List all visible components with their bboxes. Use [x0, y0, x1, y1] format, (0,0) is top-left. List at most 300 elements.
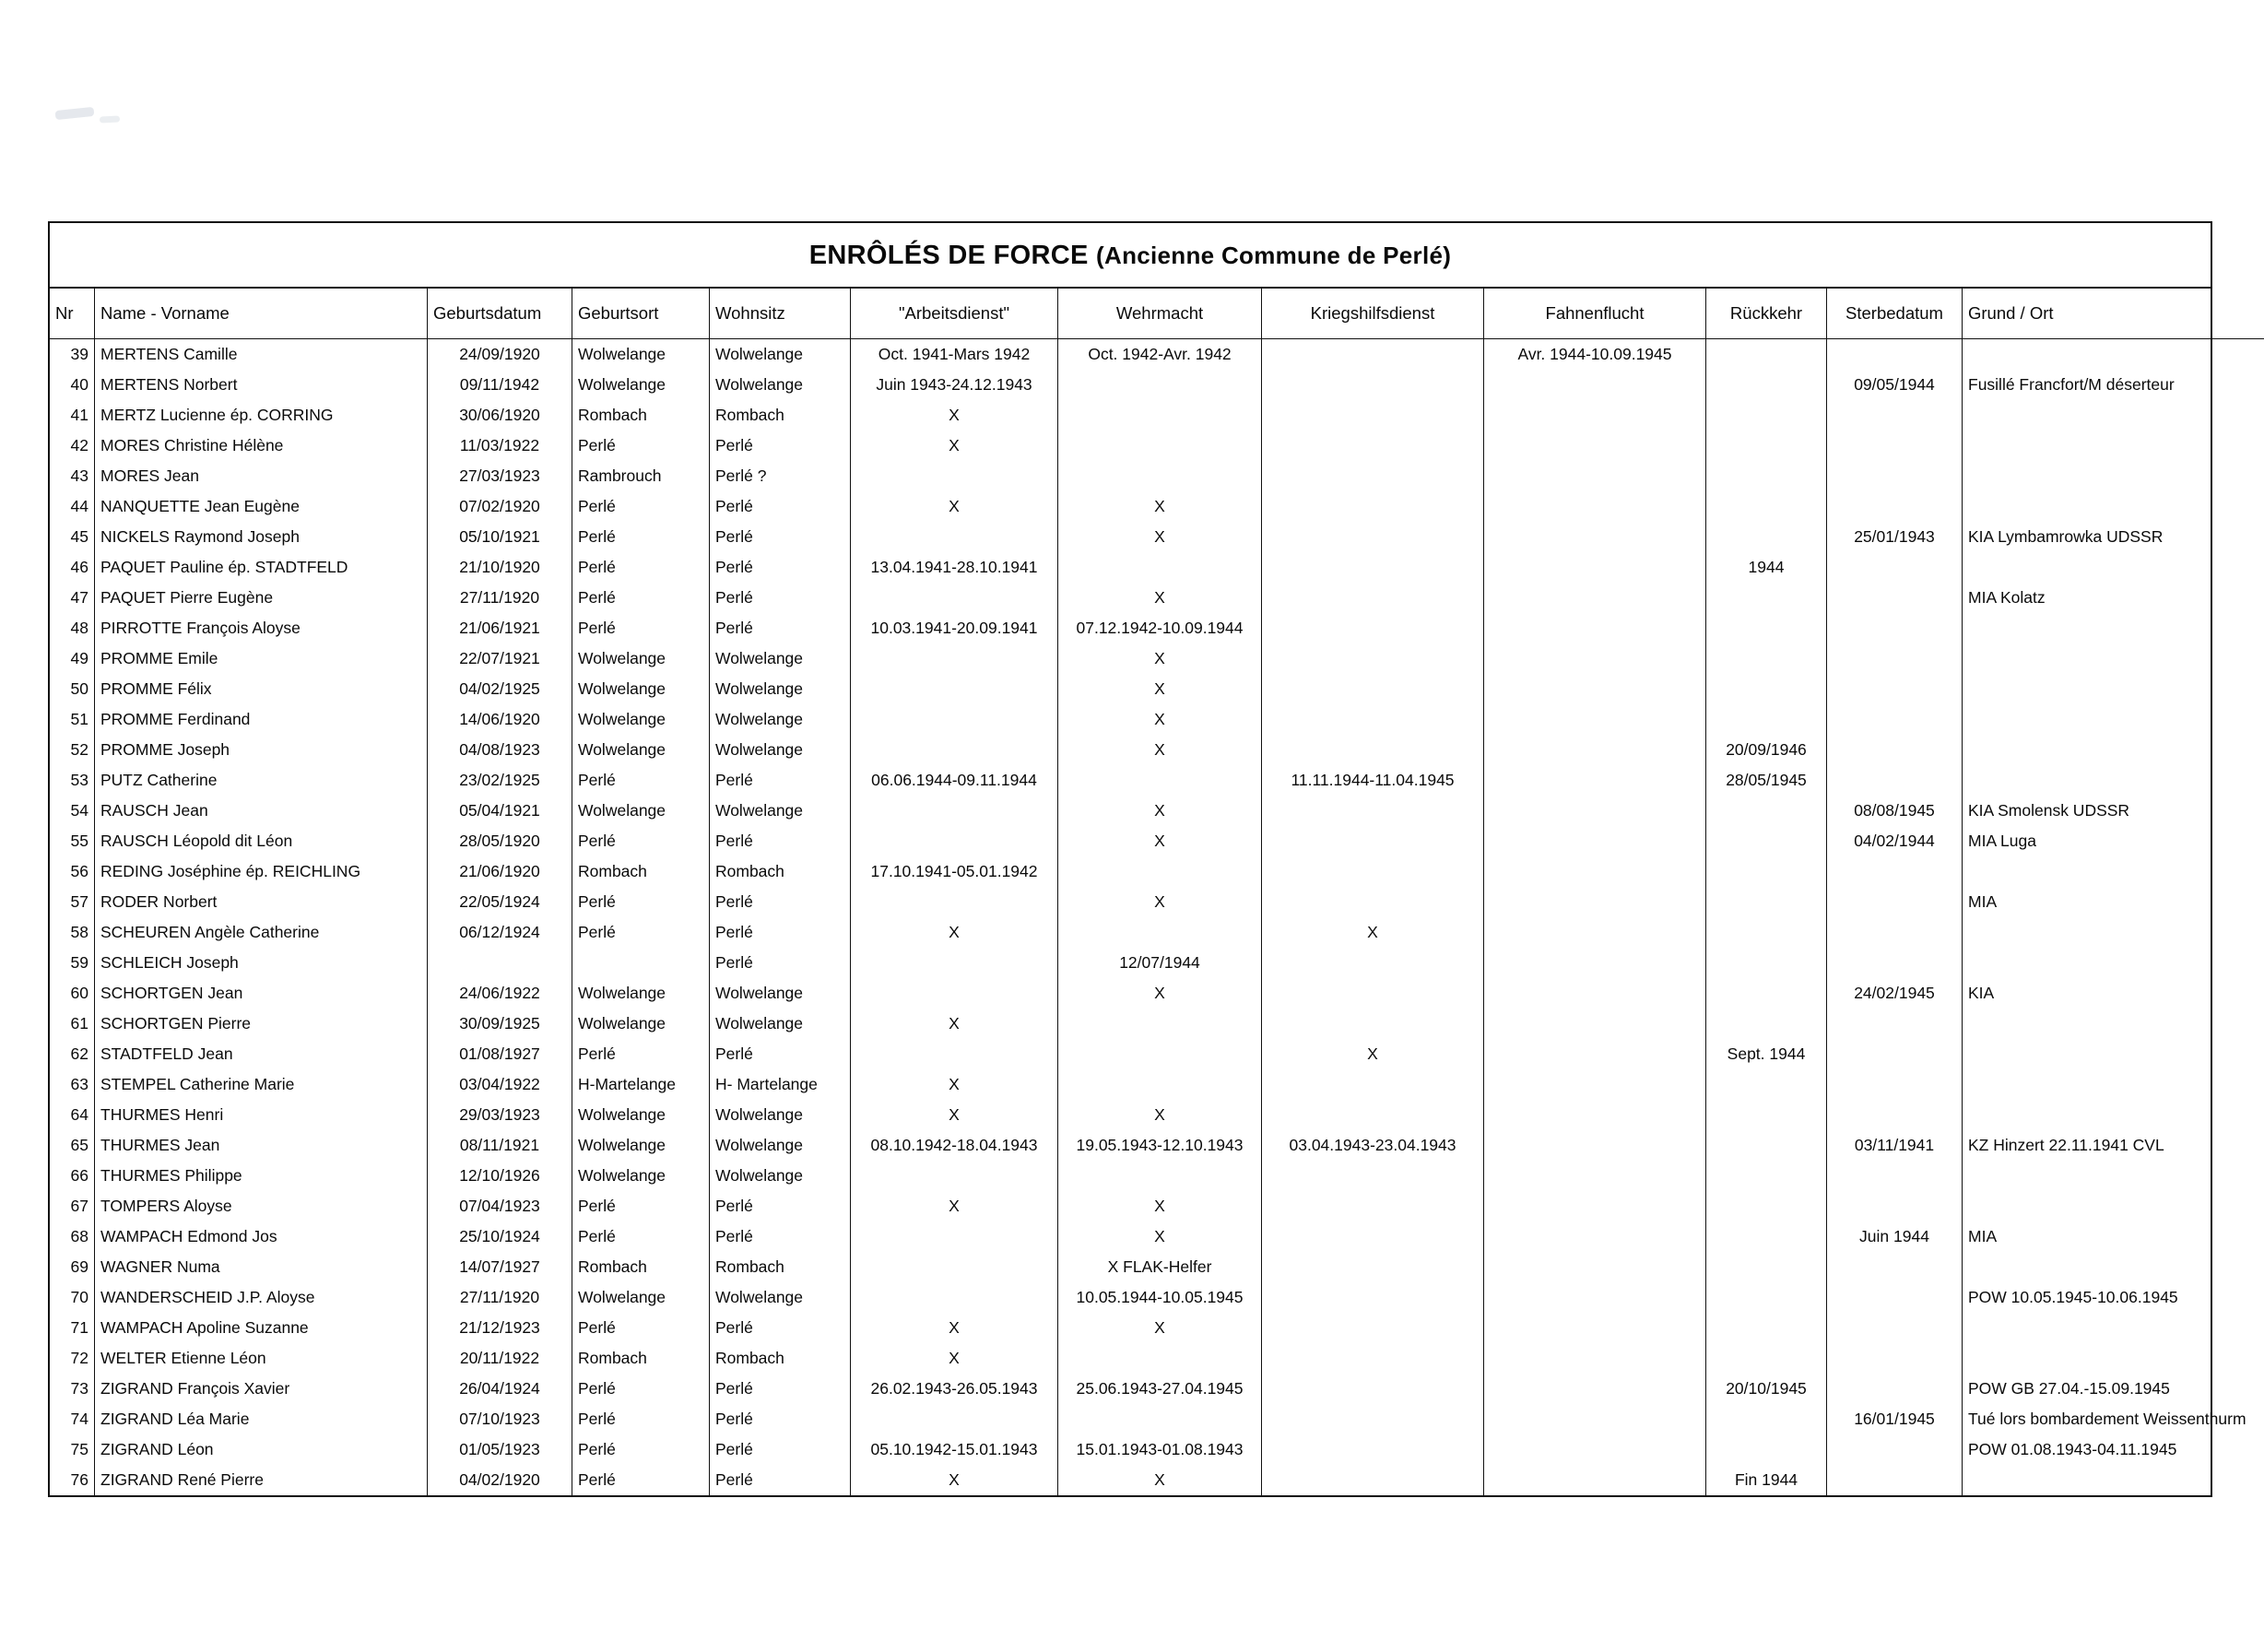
- cell-geburtsdatum: 12/10/1926: [428, 1161, 572, 1191]
- table-row: [50, 1221, 2264, 1252]
- cell-geburtsort: Perlé: [572, 431, 710, 461]
- cell-arbeitsdienst: X: [851, 400, 1058, 431]
- cell-grund-ort: [1963, 491, 2264, 522]
- cell-fahnenflucht: [1484, 887, 1706, 917]
- cell-nr: 57: [50, 887, 95, 917]
- cell-wehrmacht: X: [1058, 643, 1262, 674]
- cell-wehrmacht: X FLAK-Helfer: [1058, 1252, 1262, 1282]
- cell-nr: 41: [50, 400, 95, 431]
- cell-name: WAMPACH Apoline Suzanne: [95, 1313, 428, 1343]
- cell-rueckkehr: [1706, 1191, 1827, 1221]
- cell-grund-ort: [1963, 1069, 2264, 1100]
- cell-fahnenflucht: [1484, 400, 1706, 431]
- cell-geburtsdatum: 28/05/1920: [428, 826, 572, 856]
- cell-kriegshilfsdienst: [1262, 796, 1484, 826]
- cell-geburtsdatum: 23/02/1925: [428, 765, 572, 796]
- cell-fahnenflucht: [1484, 948, 1706, 978]
- cell-wehrmacht: 19.05.1943-12.10.1943: [1058, 1130, 1262, 1161]
- cell-grund-ort: [1963, 765, 2264, 796]
- column-header-wohnsitz: Wohnsitz: [710, 289, 851, 339]
- cell-fahnenflucht: [1484, 1343, 1706, 1374]
- cell-kriegshilfsdienst: [1262, 1313, 1484, 1343]
- cell-geburtsdatum: 29/03/1923: [428, 1100, 572, 1130]
- cell-fahnenflucht: [1484, 552, 1706, 583]
- cell-grund-ort: KIA Lymbamrowka UDSSR: [1963, 522, 2264, 552]
- cell-wohnsitz: Rombach: [710, 400, 851, 431]
- cell-name: NICKELS Raymond Joseph: [95, 522, 428, 552]
- cell-geburtsdatum: 21/12/1923: [428, 1313, 572, 1343]
- cell-kriegshilfsdienst: [1262, 1404, 1484, 1434]
- cell-kriegshilfsdienst: [1262, 613, 1484, 643]
- cell-geburtsort: Wolwelange: [572, 704, 710, 735]
- cell-nr: 51: [50, 704, 95, 735]
- cell-arbeitsdienst: [851, 583, 1058, 613]
- cell-geburtsdatum: 06/12/1924: [428, 917, 572, 948]
- cell-wehrmacht: 07.12.1942-10.09.1944: [1058, 613, 1262, 643]
- cell-kriegshilfsdienst: [1262, 1434, 1484, 1465]
- cell-rueckkehr: [1706, 674, 1827, 704]
- cell-sterbedatum: [1827, 1282, 1963, 1313]
- cell-grund-ort: [1963, 1313, 2264, 1343]
- cell-grund-ort: [1963, 1009, 2264, 1039]
- cell-geburtsdatum: 09/11/1942: [428, 370, 572, 400]
- cell-nr: 58: [50, 917, 95, 948]
- cell-kriegshilfsdienst: X: [1262, 1039, 1484, 1069]
- cell-rueckkehr: [1706, 583, 1827, 613]
- cell-wehrmacht: X: [1058, 1221, 1262, 1252]
- cell-rueckkehr: [1706, 339, 1827, 371]
- table-row: [50, 1313, 2264, 1343]
- cell-name: PROMME Joseph: [95, 735, 428, 765]
- cell-geburtsdatum: 04/02/1920: [428, 1465, 572, 1495]
- cell-nr: 40: [50, 370, 95, 400]
- cell-rueckkehr: [1706, 887, 1827, 917]
- cell-geburtsort: Rombach: [572, 1252, 710, 1282]
- cell-geburtsort: Perlé: [572, 522, 710, 552]
- cell-geburtsort: Wolwelange: [572, 978, 710, 1009]
- cell-kriegshilfsdienst: [1262, 583, 1484, 613]
- cell-wohnsitz: Wolwelange: [710, 1161, 851, 1191]
- cell-geburtsdatum: 27/11/1920: [428, 583, 572, 613]
- cell-name: RAUSCH Jean: [95, 796, 428, 826]
- cell-kriegshilfsdienst: [1262, 1252, 1484, 1282]
- cell-arbeitsdienst: [851, 1282, 1058, 1313]
- table-row: [50, 552, 2264, 583]
- cell-wehrmacht: X: [1058, 522, 1262, 552]
- cell-fahnenflucht: [1484, 1404, 1706, 1434]
- cell-nr: 74: [50, 1404, 95, 1434]
- table-row: [50, 887, 2264, 917]
- cell-geburtsort: Rombach: [572, 400, 710, 431]
- cell-rueckkehr: [1706, 1252, 1827, 1282]
- cell-sterbedatum: Juin 1944: [1827, 1221, 1963, 1252]
- cell-wehrmacht: [1058, 1009, 1262, 1039]
- cell-arbeitsdienst: 26.02.1943-26.05.1943: [851, 1374, 1058, 1404]
- cell-geburtsort: Wolwelange: [572, 370, 710, 400]
- cell-geburtsort: Wolwelange: [572, 1130, 710, 1161]
- cell-arbeitsdienst: Oct. 1941-Mars 1942: [851, 339, 1058, 371]
- cell-geburtsort: Rambrouch: [572, 461, 710, 491]
- cell-wehrmacht: X: [1058, 1191, 1262, 1221]
- cell-fahnenflucht: [1484, 978, 1706, 1009]
- table-header-row: [50, 289, 2264, 339]
- cell-fahnenflucht: [1484, 1465, 1706, 1495]
- cell-name: ZIGRAND René Pierre: [95, 1465, 428, 1495]
- cell-sterbedatum: [1827, 1069, 1963, 1100]
- cell-wehrmacht: [1058, 431, 1262, 461]
- cell-sterbedatum: 08/08/1945: [1827, 796, 1963, 826]
- cell-nr: 49: [50, 643, 95, 674]
- cell-kriegshilfsdienst: [1262, 400, 1484, 431]
- cell-rueckkehr: [1706, 1009, 1827, 1039]
- cell-arbeitsdienst: [851, 978, 1058, 1009]
- cell-geburtsort: Wolwelange: [572, 674, 710, 704]
- cell-sterbedatum: [1827, 1374, 1963, 1404]
- cell-name: MERTENS Norbert: [95, 370, 428, 400]
- cell-rueckkehr: [1706, 704, 1827, 735]
- cell-fahnenflucht: [1484, 583, 1706, 613]
- column-header-grund-ort: Grund / Ort: [1963, 289, 2264, 339]
- cell-fahnenflucht: [1484, 1100, 1706, 1130]
- cell-rueckkehr: [1706, 1069, 1827, 1100]
- cell-kriegshilfsdienst: [1262, 887, 1484, 917]
- cell-wehrmacht: X: [1058, 704, 1262, 735]
- cell-wohnsitz: Perlé: [710, 917, 851, 948]
- cell-geburtsort: Perlé: [572, 1434, 710, 1465]
- cell-fahnenflucht: [1484, 1009, 1706, 1039]
- cell-wohnsitz: Rombach: [710, 1252, 851, 1282]
- table-row: [50, 704, 2264, 735]
- cell-arbeitsdienst: X: [851, 431, 1058, 461]
- cell-fahnenflucht: [1484, 674, 1706, 704]
- cell-geburtsort: Perlé: [572, 552, 710, 583]
- cell-grund-ort: [1963, 1191, 2264, 1221]
- table-row: [50, 1100, 2264, 1130]
- cell-wehrmacht: [1058, 461, 1262, 491]
- cell-grund-ort: [1963, 552, 2264, 583]
- cell-rueckkehr: [1706, 1282, 1827, 1313]
- cell-geburtsort: H-Martelange: [572, 1069, 710, 1100]
- cell-geburtsdatum: 07/10/1923: [428, 1404, 572, 1434]
- cell-geburtsdatum: 26/04/1924: [428, 1374, 572, 1404]
- cell-sterbedatum: [1827, 1343, 1963, 1374]
- cell-grund-ort: [1963, 917, 2264, 948]
- cell-arbeitsdienst: 06.06.1944-09.11.1944: [851, 765, 1058, 796]
- cell-kriegshilfsdienst: [1262, 1374, 1484, 1404]
- cell-sterbedatum: [1827, 461, 1963, 491]
- cell-geburtsdatum: 03/04/1922: [428, 1069, 572, 1100]
- cell-nr: 43: [50, 461, 95, 491]
- cell-fahnenflucht: Avr. 1944-10.09.1945: [1484, 339, 1706, 371]
- cell-geburtsdatum: 21/10/1920: [428, 552, 572, 583]
- cell-name: PIRROTTE François Aloyse: [95, 613, 428, 643]
- cell-name: PROMME Emile: [95, 643, 428, 674]
- cell-rueckkehr: [1706, 613, 1827, 643]
- cell-arbeitsdienst: [851, 948, 1058, 978]
- cell-geburtsort: Wolwelange: [572, 339, 710, 371]
- cell-rueckkehr: Sept. 1944: [1706, 1039, 1827, 1069]
- cell-wehrmacht: 10.05.1944-10.05.1945: [1058, 1282, 1262, 1313]
- cell-wohnsitz: Wolwelange: [710, 1130, 851, 1161]
- cell-grund-ort: POW GB 27.04.-15.09.1945: [1963, 1374, 2264, 1404]
- cell-wohnsitz: Perlé: [710, 613, 851, 643]
- table-row: [50, 491, 2264, 522]
- cell-geburtsdatum: 25/10/1924: [428, 1221, 572, 1252]
- cell-grund-ort: MIA: [1963, 887, 2264, 917]
- cell-geburtsdatum: 14/06/1920: [428, 704, 572, 735]
- cell-wohnsitz: Perlé: [710, 1465, 851, 1495]
- table-row: [50, 1161, 2264, 1191]
- table-row: [50, 431, 2264, 461]
- cell-name: THURMES Henri: [95, 1100, 428, 1130]
- cell-geburtsort: Perlé: [572, 583, 710, 613]
- document-sheet: [48, 221, 2246, 1497]
- cell-fahnenflucht: [1484, 1252, 1706, 1282]
- cell-kriegshilfsdienst: [1262, 1282, 1484, 1313]
- cell-grund-ort: POW 01.08.1943-04.11.1945: [1963, 1434, 2264, 1465]
- cell-grund-ort: POW 10.05.1945-10.06.1945: [1963, 1282, 2264, 1313]
- cell-rueckkehr: 28/05/1945: [1706, 765, 1827, 796]
- cell-geburtsort: Perlé: [572, 1313, 710, 1343]
- cell-wohnsitz: Rombach: [710, 1343, 851, 1374]
- cell-kriegshilfsdienst: [1262, 1069, 1484, 1100]
- cell-wohnsitz: Perlé: [710, 826, 851, 856]
- cell-nr: 53: [50, 765, 95, 796]
- cell-arbeitsdienst: 08.10.1942-18.04.1943: [851, 1130, 1058, 1161]
- cell-name: SCHLEICH Joseph: [95, 948, 428, 978]
- cell-geburtsort: Perlé: [572, 491, 710, 522]
- cell-wehrmacht: [1058, 765, 1262, 796]
- cell-sterbedatum: [1827, 1191, 1963, 1221]
- cell-geburtsdatum: 21/06/1920: [428, 856, 572, 887]
- cell-arbeitsdienst: X: [851, 1191, 1058, 1221]
- cell-name: NANQUETTE Jean Eugène: [95, 491, 428, 522]
- cell-arbeitsdienst: [851, 1404, 1058, 1434]
- column-header-sterbedatum: Sterbedatum: [1827, 289, 1963, 339]
- cell-arbeitsdienst: [851, 796, 1058, 826]
- cell-kriegshilfsdienst: [1262, 339, 1484, 371]
- cell-arbeitsdienst: [851, 461, 1058, 491]
- cell-geburtsort: Wolwelange: [572, 643, 710, 674]
- table-row: [50, 826, 2264, 856]
- cell-grund-ort: [1963, 704, 2264, 735]
- cell-nr: 76: [50, 1465, 95, 1495]
- cell-geburtsort: Wolwelange: [572, 735, 710, 765]
- cell-grund-ort: [1963, 856, 2264, 887]
- cell-wohnsitz: Rombach: [710, 856, 851, 887]
- table-row: [50, 370, 2264, 400]
- cell-arbeitsdienst: [851, 1252, 1058, 1282]
- cell-wohnsitz: Wolwelange: [710, 339, 851, 371]
- cell-nr: 62: [50, 1039, 95, 1069]
- cell-geburtsort: Perlé: [572, 1404, 710, 1434]
- cell-geburtsort: Perlé: [572, 765, 710, 796]
- cell-wehrmacht: X: [1058, 735, 1262, 765]
- table-row: [50, 735, 2264, 765]
- cell-sterbedatum: [1827, 765, 1963, 796]
- cell-grund-ort: Tué lors bombardement Weissenthurm: [1963, 1404, 2264, 1434]
- table-row: [50, 461, 2264, 491]
- cell-rueckkehr: [1706, 948, 1827, 978]
- cell-nr: 63: [50, 1069, 95, 1100]
- scan-artifact-secondary: [100, 115, 120, 123]
- cell-kriegshilfsdienst: [1262, 552, 1484, 583]
- cell-fahnenflucht: [1484, 1313, 1706, 1343]
- cell-fahnenflucht: [1484, 1161, 1706, 1191]
- cell-nr: 73: [50, 1374, 95, 1404]
- cell-kriegshilfsdienst: [1262, 735, 1484, 765]
- cell-fahnenflucht: [1484, 491, 1706, 522]
- cell-wehrmacht: [1058, 1404, 1262, 1434]
- cell-geburtsort: Perlé: [572, 826, 710, 856]
- cell-wohnsitz: Perlé: [710, 1434, 851, 1465]
- cell-name: ZIGRAND François Xavier: [95, 1374, 428, 1404]
- cell-geburtsort: Wolwelange: [572, 1009, 710, 1039]
- cell-geburtsort: Rombach: [572, 1343, 710, 1374]
- cell-grund-ort: [1963, 613, 2264, 643]
- cell-sterbedatum: [1827, 856, 1963, 887]
- cell-rueckkehr: [1706, 856, 1827, 887]
- cell-geburtsort: Perlé: [572, 1191, 710, 1221]
- cell-sterbedatum: [1827, 1434, 1963, 1465]
- cell-geburtsort: Perlé: [572, 1221, 710, 1252]
- cell-rueckkehr: [1706, 1434, 1827, 1465]
- table-row: [50, 583, 2264, 613]
- cell-rueckkehr: [1706, 1343, 1827, 1374]
- cell-wehrmacht: [1058, 552, 1262, 583]
- cell-geburtsdatum: 04/08/1923: [428, 735, 572, 765]
- cell-arbeitsdienst: X: [851, 1009, 1058, 1039]
- cell-geburtsdatum: 08/11/1921: [428, 1130, 572, 1161]
- cell-name: RAUSCH Léopold dit Léon: [95, 826, 428, 856]
- cell-sterbedatum: [1827, 643, 1963, 674]
- cell-grund-ort: [1963, 339, 2264, 371]
- column-header-arbeitsdienst: "Arbeitsdienst": [851, 289, 1058, 339]
- cell-nr: 55: [50, 826, 95, 856]
- cell-name: THURMES Philippe: [95, 1161, 428, 1191]
- cell-wehrmacht: [1058, 1343, 1262, 1374]
- cell-kriegshilfsdienst: [1262, 643, 1484, 674]
- cell-arbeitsdienst: [851, 735, 1058, 765]
- cell-name: PAQUET Pauline ép. STADTFELD: [95, 552, 428, 583]
- cell-grund-ort: KIA: [1963, 978, 2264, 1009]
- cell-wehrmacht: X: [1058, 796, 1262, 826]
- cell-geburtsdatum: 20/11/1922: [428, 1343, 572, 1374]
- cell-sterbedatum: [1827, 948, 1963, 978]
- cell-grund-ort: MIA Kolatz: [1963, 583, 2264, 613]
- cell-arbeitsdienst: X: [851, 1465, 1058, 1495]
- cell-sterbedatum: 04/02/1944: [1827, 826, 1963, 856]
- cell-fahnenflucht: [1484, 1434, 1706, 1465]
- cell-wohnsitz: Wolwelange: [710, 674, 851, 704]
- cell-kriegshilfsdienst: [1262, 491, 1484, 522]
- cell-nr: 70: [50, 1282, 95, 1313]
- cell-fahnenflucht: [1484, 461, 1706, 491]
- cell-wohnsitz: Perlé: [710, 1404, 851, 1434]
- cell-kriegshilfsdienst: 03.04.1943-23.04.1943: [1262, 1130, 1484, 1161]
- cell-kriegshilfsdienst: 11.11.1944-11.04.1945: [1262, 765, 1484, 796]
- cell-wohnsitz: Perlé: [710, 1374, 851, 1404]
- cell-name: THURMES Jean: [95, 1130, 428, 1161]
- cell-grund-ort: [1963, 1039, 2264, 1069]
- cell-wohnsitz: Wolwelange: [710, 1282, 851, 1313]
- table-row: [50, 1374, 2264, 1404]
- cell-fahnenflucht: [1484, 917, 1706, 948]
- cell-geburtsdatum: 22/05/1924: [428, 887, 572, 917]
- cell-fahnenflucht: [1484, 796, 1706, 826]
- cell-arbeitsdienst: 10.03.1941-20.09.1941: [851, 613, 1058, 643]
- cell-arbeitsdienst: X: [851, 1069, 1058, 1100]
- cell-wohnsitz: Wolwelange: [710, 704, 851, 735]
- cell-arbeitsdienst: [851, 1039, 1058, 1069]
- cell-wehrmacht: [1058, 917, 1262, 948]
- cell-name: STADTFELD Jean: [95, 1039, 428, 1069]
- cell-rueckkehr: [1706, 1404, 1827, 1434]
- cell-arbeitsdienst: [851, 704, 1058, 735]
- cell-name: TOMPERS Aloyse: [95, 1191, 428, 1221]
- cell-wohnsitz: Wolwelange: [710, 735, 851, 765]
- cell-wohnsitz: Wolwelange: [710, 643, 851, 674]
- table-row: [50, 1191, 2264, 1221]
- cell-sterbedatum: [1827, 1465, 1963, 1495]
- cell-geburtsdatum: 22/07/1921: [428, 643, 572, 674]
- cell-nr: 54: [50, 796, 95, 826]
- cell-wohnsitz: Perlé: [710, 522, 851, 552]
- cell-name: SCHORTGEN Jean: [95, 978, 428, 1009]
- cell-sterbedatum: [1827, 887, 1963, 917]
- cell-wohnsitz: Perlé: [710, 948, 851, 978]
- cell-rueckkehr: [1706, 826, 1827, 856]
- cell-nr: 46: [50, 552, 95, 583]
- cell-grund-ort: KIA Smolensk UDSSR: [1963, 796, 2264, 826]
- table-row: [50, 674, 2264, 704]
- cell-fahnenflucht: [1484, 1282, 1706, 1313]
- cell-wohnsitz: Perlé: [710, 1191, 851, 1221]
- cell-arbeitsdienst: [851, 522, 1058, 552]
- cell-sterbedatum: [1827, 491, 1963, 522]
- cell-kriegshilfsdienst: [1262, 1100, 1484, 1130]
- cell-geburtsort: Perlé: [572, 917, 710, 948]
- cell-name: SCHEUREN Angèle Catherine: [95, 917, 428, 948]
- table-header: [50, 289, 2264, 339]
- page-title: [50, 223, 2211, 289]
- cell-fahnenflucht: [1484, 735, 1706, 765]
- cell-geburtsdatum: 04/02/1925: [428, 674, 572, 704]
- cell-geburtsort: Perlé: [572, 1465, 710, 1495]
- cell-geburtsdatum: 21/06/1921: [428, 613, 572, 643]
- cell-kriegshilfsdienst: [1262, 978, 1484, 1009]
- table-row: [50, 1039, 2264, 1069]
- cell-wohnsitz: Perlé: [710, 583, 851, 613]
- cell-nr: 60: [50, 978, 95, 1009]
- cell-geburtsdatum: 07/04/1923: [428, 1191, 572, 1221]
- cell-name: ZIGRAND Léa Marie: [95, 1404, 428, 1434]
- table-row: [50, 1404, 2264, 1434]
- cell-wehrmacht: X: [1058, 826, 1262, 856]
- cell-grund-ort: [1963, 1343, 2264, 1374]
- cell-fahnenflucht: [1484, 1374, 1706, 1404]
- cell-grund-ort: Fusillé Francfort/M déserteur: [1963, 370, 2264, 400]
- cell-wehrmacht: X: [1058, 1100, 1262, 1130]
- scan-artifact: [55, 107, 95, 120]
- cell-name: PAQUET Pierre Eugène: [95, 583, 428, 613]
- cell-wehrmacht: [1058, 370, 1262, 400]
- table-body: [50, 339, 2264, 1496]
- column-header-fahnenflucht: Fahnenflucht: [1484, 289, 1706, 339]
- cell-grund-ort: KZ Hinzert 22.11.1941 CVL: [1963, 1130, 2264, 1161]
- cell-rueckkehr: [1706, 370, 1827, 400]
- cell-kriegshilfsdienst: [1262, 1343, 1484, 1374]
